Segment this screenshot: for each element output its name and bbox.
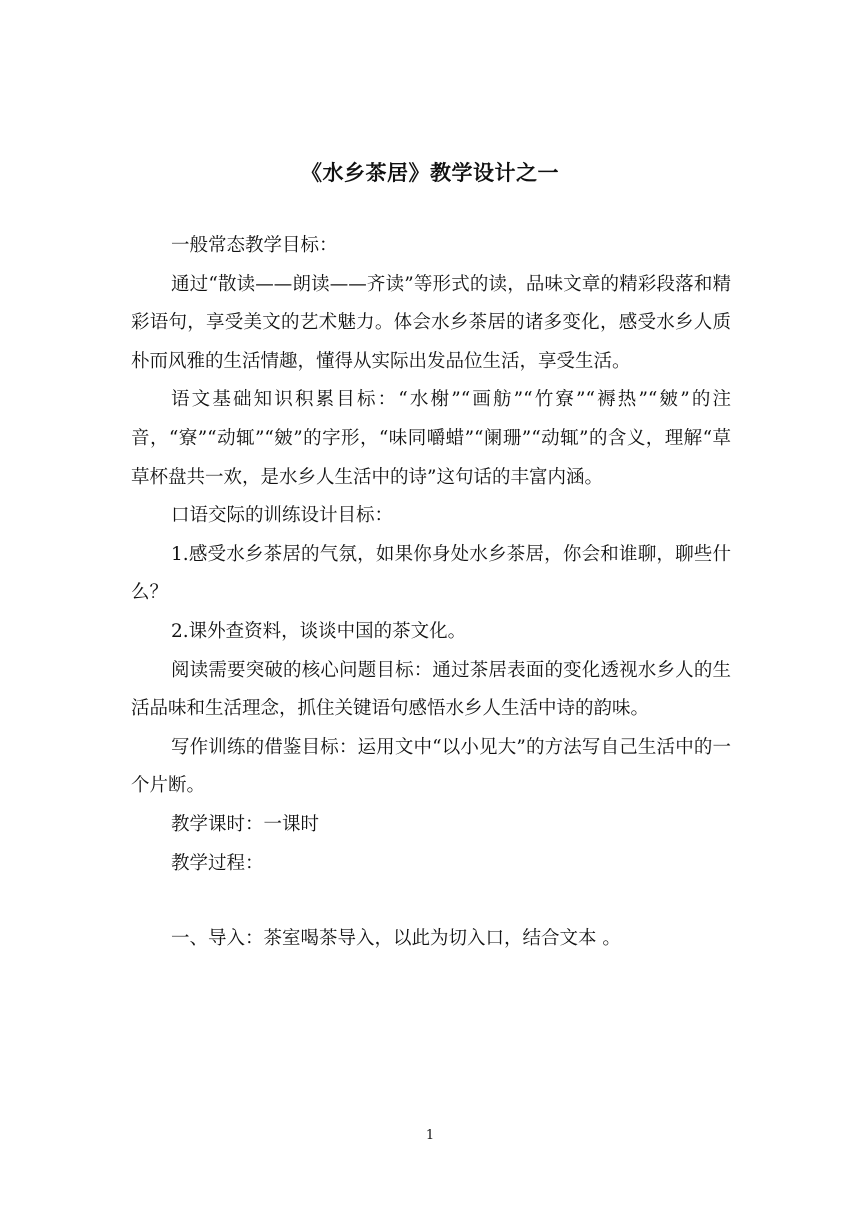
- paragraph-core-reading-goal: 阅读需要突破的核心问题目标：通过茶居表面的变化透视水乡人的生活品味和生活理念，抓住关键语句感悟水乡人生活中诗的韵味。: [131, 659, 731, 720]
- paragraph-reading-goal: 通过“散读——朗读——齐读”等形式的读，品味文章的精彩段落和精彩语句，享受美文的艺术魅力。体会水乡茶居的诸多变化，感受水乡人质朴而风雅的生活情趣，懂得从实际出发品位生活，享受生活。: [131, 273, 731, 372]
- paragraph-goal-heading: 一般常态教学目标：: [171, 235, 338, 256]
- paragraph-speaking-item-1: 1.感受水乡茶居的气氛，如果你身处水乡茶居，你会和谁聊，聊些什么？: [131, 543, 731, 604]
- paragraph-class-hours: 教学课时：一课时: [171, 813, 320, 835]
- document-body: [131, 227, 731, 959]
- paragraph-knowledge-goal: 语文基础知识积累目标：“水榭”“画舫”“竹寮”“褥热”“皴”的注音，“寮”“动辄”“皴”的字形，“味同嚼蜡”“阑珊”“动辄”的含义，理解“草草杯盘共一欢，是水乡人生活中的诗”这句话的丰富内涵。: [131, 389, 731, 488]
- paragraph-spacer: [131, 883, 731, 920]
- paragraph-speaking-heading: 口语交际的训练设计目标：: [171, 505, 394, 527]
- paragraph-writing-goal: 写作训练的借鉴目标：运用文中“以小见大”的方法写自己生活中的一个片断。: [131, 736, 731, 797]
- section-heading: 一、导入：茶室喝茶导入，以此为切入口，结合文本 。: [171, 928, 621, 950]
- paragraph-process-heading: 教学过程：: [171, 852, 264, 874]
- paragraph-speaking-item-2: 2.课外查资料，谈谈中国的茶文化。: [171, 620, 467, 642]
- page-number: 1: [425, 1128, 435, 1143]
- document-title: 《水乡茶居》教学设计之一: [301, 161, 559, 185]
